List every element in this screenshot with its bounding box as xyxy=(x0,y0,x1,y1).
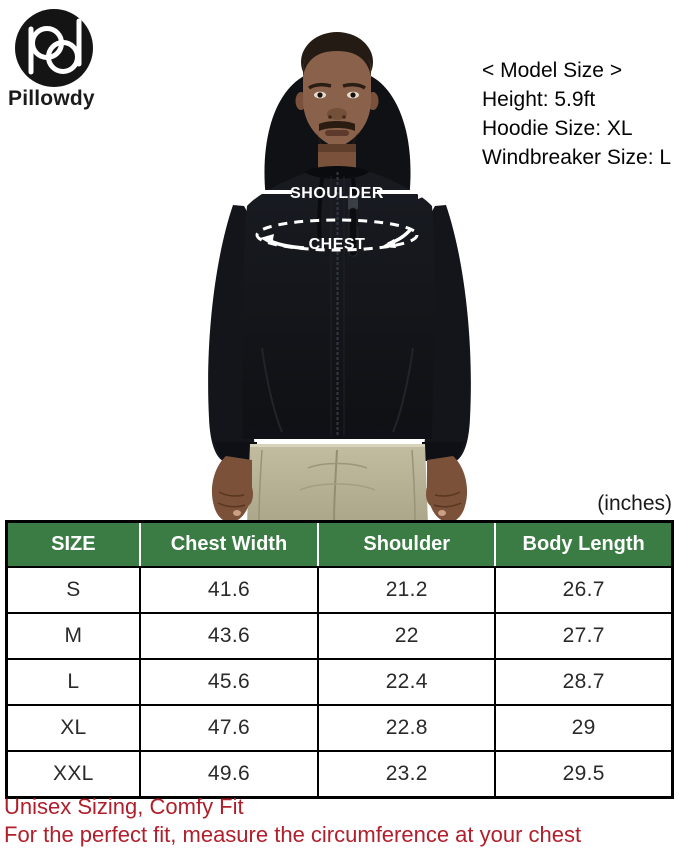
model-height: Height: 5.9ft xyxy=(482,88,596,111)
size-table-header-row xyxy=(7,522,673,568)
model-windbreaker-size: Windbreaker Size: L xyxy=(482,146,672,169)
shoulder-cell: 22.8 xyxy=(318,705,495,751)
shoulder-cell: 22.4 xyxy=(318,659,495,705)
table-row-xxl xyxy=(7,751,673,798)
footer-note xyxy=(4,793,674,849)
col-header-chest-width: Chest Width xyxy=(140,522,318,568)
table-row-xl xyxy=(7,705,673,751)
footer-line-1: Unisex Sizing, Comfy Fit xyxy=(4,794,244,819)
shoulder-cell: 22 xyxy=(318,613,495,659)
body-length-cell: 26.7 xyxy=(495,567,672,613)
left-hand xyxy=(212,456,253,522)
chest-width-cell: 45.6 xyxy=(140,659,318,705)
body-length-cell: 28.7 xyxy=(495,659,672,705)
chest-width-cell: 47.6 xyxy=(140,705,318,751)
size-cell: S xyxy=(7,567,140,613)
table-row-l xyxy=(7,659,673,705)
shoulder-label: SHOULDER xyxy=(290,185,384,202)
col-header-shoulder: Shoulder xyxy=(318,522,495,568)
chest-width-cell: 49.6 xyxy=(140,751,318,798)
body-length-cell: 29.5 xyxy=(495,751,672,798)
size-cell: M xyxy=(7,613,140,659)
brand-name: Pillowdy xyxy=(8,87,95,110)
chest-label: CHEST xyxy=(308,236,366,253)
size-cell: XL xyxy=(7,705,140,751)
size-cell: XXL xyxy=(7,751,140,798)
hoodie xyxy=(208,166,471,461)
pants xyxy=(247,444,428,524)
shoulder-cell: 23.2 xyxy=(318,751,495,798)
footer-line-2: For the perfect fit, measure the circumference at your chest xyxy=(4,822,582,847)
table-row-m xyxy=(7,613,673,659)
table-row-s xyxy=(7,567,673,613)
right-hand xyxy=(426,456,467,522)
model-size-title: < Model Size > xyxy=(482,59,623,82)
col-header-size: SIZE xyxy=(7,522,140,568)
model-hoodie-size: Hoodie Size: XL xyxy=(482,117,633,140)
col-header-body-length: Body Length xyxy=(495,522,672,568)
body-length-cell: 27.7 xyxy=(495,613,672,659)
size-table xyxy=(5,520,674,799)
units-note: (inches) xyxy=(597,492,672,515)
size-cell: L xyxy=(7,659,140,705)
body-length-cell: 29 xyxy=(495,705,672,751)
chest-width-cell: 43.6 xyxy=(140,613,318,659)
chest-width-cell: 41.6 xyxy=(140,567,318,613)
shoulder-cell: 21.2 xyxy=(318,567,495,613)
